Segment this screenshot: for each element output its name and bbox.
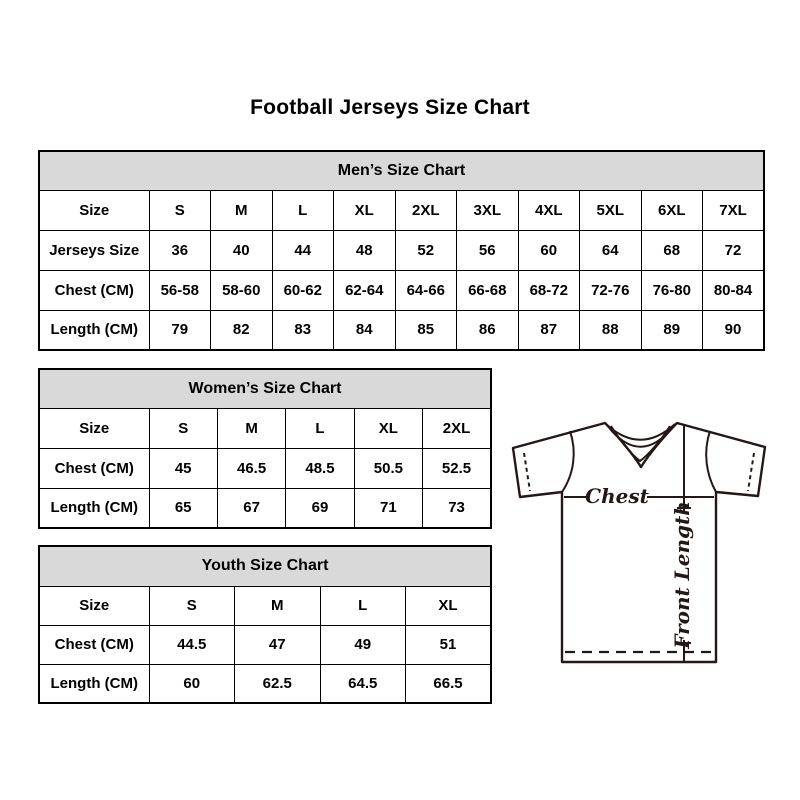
data-cell: 52 bbox=[395, 230, 457, 270]
table-title: Women’s Size Chart bbox=[39, 369, 491, 408]
table-title: Men’s Size Chart bbox=[39, 151, 764, 190]
data-cell: 58-60 bbox=[211, 270, 273, 310]
data-cell: 64.5 bbox=[320, 664, 406, 703]
column-header-cell: XL bbox=[354, 408, 422, 448]
column-header-cell: L bbox=[320, 586, 406, 625]
page-title: Football Jerseys Size Chart bbox=[250, 96, 530, 119]
row-header-cell: Length (CM) bbox=[39, 488, 149, 528]
column-header-cell: Size bbox=[39, 586, 149, 625]
jersey-outline bbox=[513, 423, 765, 662]
data-cell: 50.5 bbox=[354, 448, 422, 488]
row-header-cell: Length (CM) bbox=[39, 664, 149, 703]
jersey-measurement-diagram bbox=[495, 400, 780, 685]
column-header-cell: 4XL bbox=[518, 190, 580, 230]
table-row bbox=[39, 625, 491, 664]
data-cell: 64-66 bbox=[395, 270, 457, 310]
column-header-cell: 7XL bbox=[703, 190, 765, 230]
table-row bbox=[39, 448, 491, 488]
data-cell: 66.5 bbox=[406, 664, 492, 703]
data-cell: 60 bbox=[518, 230, 580, 270]
front-length-label: Front Length bbox=[670, 501, 694, 649]
mens-size-table bbox=[38, 150, 765, 351]
table-title: Youth Size Chart bbox=[39, 546, 491, 586]
data-cell: 51 bbox=[406, 625, 492, 664]
chest-label: Chest bbox=[585, 484, 649, 508]
column-header-cell: XL bbox=[334, 190, 396, 230]
row-header-cell: Chest (CM) bbox=[39, 448, 149, 488]
column-header-cell: S bbox=[149, 408, 217, 448]
data-cell: 80-84 bbox=[703, 270, 765, 310]
data-cell: 76-80 bbox=[641, 270, 703, 310]
table-row bbox=[39, 310, 764, 350]
table-row bbox=[39, 190, 764, 230]
data-cell: 71 bbox=[354, 488, 422, 528]
table-row bbox=[39, 586, 491, 625]
data-cell: 62.5 bbox=[235, 664, 321, 703]
data-cell: 82 bbox=[211, 310, 273, 350]
data-cell: 56 bbox=[457, 230, 519, 270]
data-cell: 87 bbox=[518, 310, 580, 350]
column-header-cell: XL bbox=[406, 586, 492, 625]
data-cell: 44 bbox=[272, 230, 334, 270]
column-header-cell: L bbox=[286, 408, 354, 448]
data-cell: 88 bbox=[580, 310, 642, 350]
row-header-cell: Length (CM) bbox=[39, 310, 149, 350]
data-cell: 62-64 bbox=[334, 270, 396, 310]
data-cell: 90 bbox=[703, 310, 765, 350]
data-cell: 66-68 bbox=[457, 270, 519, 310]
data-cell: 64 bbox=[580, 230, 642, 270]
womens-size-table bbox=[38, 368, 492, 529]
column-header-cell: Size bbox=[39, 190, 149, 230]
data-cell: 45 bbox=[149, 448, 217, 488]
data-cell: 48.5 bbox=[286, 448, 354, 488]
data-cell: 72-76 bbox=[580, 270, 642, 310]
column-header-cell: 2XL bbox=[423, 408, 491, 448]
data-cell: 69 bbox=[286, 488, 354, 528]
data-cell: 60 bbox=[149, 664, 235, 703]
column-header-cell: 2XL bbox=[395, 190, 457, 230]
table-row bbox=[39, 230, 764, 270]
column-header-cell: L bbox=[272, 190, 334, 230]
row-header-cell: Jerseys Size bbox=[39, 230, 149, 270]
table-row bbox=[39, 488, 491, 528]
column-header-cell: 5XL bbox=[580, 190, 642, 230]
youth-size-table bbox=[38, 545, 492, 704]
column-header-cell: M bbox=[217, 408, 285, 448]
data-cell: 68-72 bbox=[518, 270, 580, 310]
data-cell: 40 bbox=[211, 230, 273, 270]
data-cell: 46.5 bbox=[217, 448, 285, 488]
data-cell: 85 bbox=[395, 310, 457, 350]
data-cell: 83 bbox=[272, 310, 334, 350]
table-row bbox=[39, 664, 491, 703]
data-cell: 89 bbox=[641, 310, 703, 350]
data-cell: 52.5 bbox=[423, 448, 491, 488]
data-cell: 48 bbox=[334, 230, 396, 270]
column-header-cell: S bbox=[149, 586, 235, 625]
table-row bbox=[39, 270, 764, 310]
table-row bbox=[39, 408, 491, 448]
column-header-cell: S bbox=[149, 190, 211, 230]
row-header-cell: Chest (CM) bbox=[39, 625, 149, 664]
data-cell: 86 bbox=[457, 310, 519, 350]
data-cell: 67 bbox=[217, 488, 285, 528]
row-header-cell: Chest (CM) bbox=[39, 270, 149, 310]
data-cell: 47 bbox=[235, 625, 321, 664]
data-cell: 60-62 bbox=[272, 270, 334, 310]
column-header-cell: 3XL bbox=[457, 190, 519, 230]
column-header-cell: M bbox=[211, 190, 273, 230]
data-cell: 72 bbox=[703, 230, 765, 270]
data-cell: 56-58 bbox=[149, 270, 211, 310]
data-cell: 84 bbox=[334, 310, 396, 350]
data-cell: 68 bbox=[641, 230, 703, 270]
data-cell: 79 bbox=[149, 310, 211, 350]
data-cell: 65 bbox=[149, 488, 217, 528]
data-cell: 44.5 bbox=[149, 625, 235, 664]
column-header-cell: Size bbox=[39, 408, 149, 448]
column-header-cell: 6XL bbox=[641, 190, 703, 230]
column-header-cell: M bbox=[235, 586, 321, 625]
data-cell: 73 bbox=[423, 488, 491, 528]
data-cell: 49 bbox=[320, 625, 406, 664]
data-cell: 36 bbox=[149, 230, 211, 270]
